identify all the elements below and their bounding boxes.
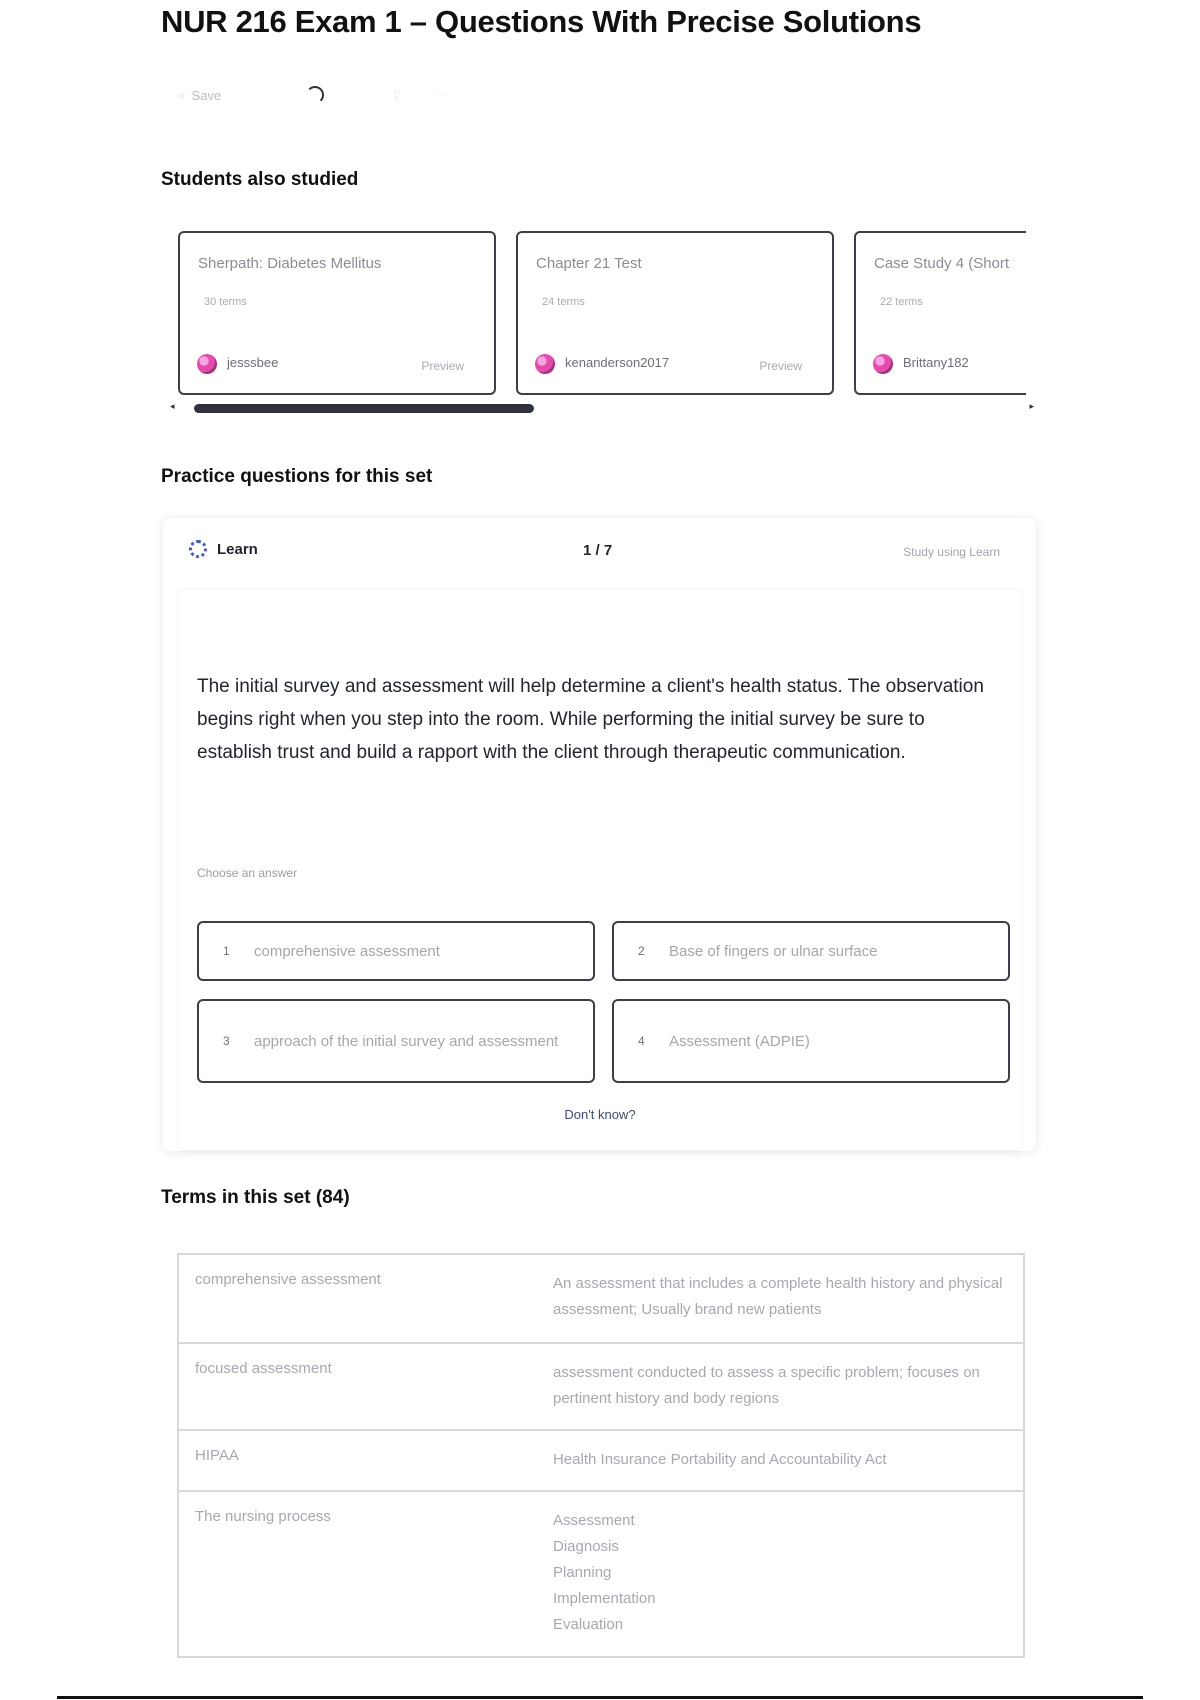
footer-divider	[57, 1696, 1143, 1699]
table-row	[179, 1490, 1023, 1656]
practice-questions-heading: Practice questions for this set	[161, 466, 433, 487]
card-term-count: 24 terms	[542, 296, 585, 308]
study-set-card[interactable]	[854, 231, 1026, 395]
card-title: Sherpath: Diabetes Mellitus	[198, 255, 382, 272]
study-sets-carousel	[170, 229, 1034, 414]
carousel-viewport	[176, 229, 1026, 405]
definition-line: An assessment that includes a complete health history and physical assessment; Usually brand new patients	[553, 1275, 1003, 1318]
answer-option[interactable]	[197, 921, 595, 981]
avatar	[197, 354, 217, 374]
definition-line: assessment conducted to assess a specific problem; focuses on pertinent history and body regions	[553, 1364, 980, 1407]
table-row	[179, 1429, 1023, 1490]
term-definition	[553, 1508, 1003, 1638]
answer-option[interactable]	[197, 999, 595, 1083]
definition-line: Health Insurance Portability and Accountability Act	[553, 1451, 887, 1468]
more-options-icon[interactable]: ⋯	[434, 86, 448, 102]
definition-line: Implementation	[553, 1590, 656, 1607]
dont-know-link[interactable]: Don't know?	[564, 1107, 636, 1122]
table-row	[179, 1255, 1023, 1342]
term-word: HIPAA	[195, 1447, 239, 1464]
learn-mode-header	[189, 540, 258, 558]
preview-link[interactable]: Preview	[759, 359, 802, 373]
carousel-scrollbar[interactable]	[194, 404, 534, 413]
preview-link[interactable]: Preview	[421, 359, 464, 373]
option-number: 1	[223, 944, 230, 958]
term-word: focused assessment	[195, 1360, 332, 1377]
study-using-learn-link[interactable]: Study using Learn	[903, 545, 1000, 559]
terms-table	[177, 1253, 1025, 1658]
practice-card	[163, 518, 1036, 1151]
study-set-card[interactable]	[178, 231, 496, 395]
loading-spinner-icon	[306, 86, 324, 104]
question-progress: 1 / 7	[583, 542, 613, 559]
scroll-right-arrow-icon[interactable]: ▸	[1029, 401, 1034, 411]
page-title: NUR 216 Exam 1 – Questions With Precise Solutions	[161, 4, 922, 39]
card-username: kenanderson2017	[565, 355, 670, 370]
option-text: Base of fingers or ulnar surface	[669, 942, 878, 960]
card-term-count: 30 terms	[204, 296, 247, 308]
term-word: The nursing process	[195, 1508, 331, 1525]
avatar	[535, 354, 555, 374]
card-title: Chapter 21 Test	[536, 255, 642, 272]
term-definition	[553, 1271, 1003, 1323]
card-title: Case Study 4 (Short	[874, 255, 1010, 272]
option-text: Assessment (ADPIE)	[669, 1032, 810, 1050]
definition-line: Planning	[553, 1564, 612, 1581]
avatar	[873, 354, 893, 374]
card-username: Brittany182	[903, 355, 969, 370]
term-definition	[553, 1447, 1003, 1473]
term-word: comprehensive assessment	[195, 1271, 381, 1288]
save-label: Save	[191, 88, 222, 103]
plus-icon: +	[178, 88, 186, 103]
learn-icon	[189, 540, 207, 558]
option-number: 3	[223, 1034, 230, 1048]
scroll-left-arrow-icon[interactable]: ◂	[170, 401, 175, 411]
save-button[interactable]	[178, 88, 221, 103]
option-text: comprehensive assessment	[254, 942, 440, 960]
answer-option[interactable]	[612, 999, 1010, 1083]
question-panel	[179, 590, 1021, 1150]
option-number: 2	[638, 944, 645, 958]
definition-line: Assessment	[553, 1512, 635, 1529]
definition-line: Diagnosis	[553, 1538, 619, 1555]
terms-heading: Terms in this set (84)	[161, 1187, 350, 1208]
answer-option[interactable]	[612, 921, 1010, 981]
toolbar	[178, 84, 478, 114]
share-icon[interactable]: ⇪	[390, 88, 404, 105]
students-also-studied-heading: Students also studied	[161, 169, 359, 190]
table-row	[179, 1342, 1023, 1429]
term-definition	[553, 1360, 1003, 1412]
option-text: approach of the initial survey and assessment	[254, 1032, 559, 1050]
study-set-card[interactable]	[516, 231, 834, 395]
definition-line: Evaluation	[553, 1616, 624, 1633]
card-username: jesssbee	[227, 355, 279, 370]
choose-answer-label: Choose an answer	[197, 866, 298, 880]
learn-label: Learn	[217, 540, 258, 558]
option-number: 4	[638, 1034, 645, 1048]
card-term-count: 22 terms	[880, 296, 923, 308]
question-text: The initial survey and assessment will help determine a client's health status. The observation begins right when you step into the room. While performing the initial survey be sure to establish trust and build a rapport with the client through therapeutic communication.	[197, 676, 984, 763]
